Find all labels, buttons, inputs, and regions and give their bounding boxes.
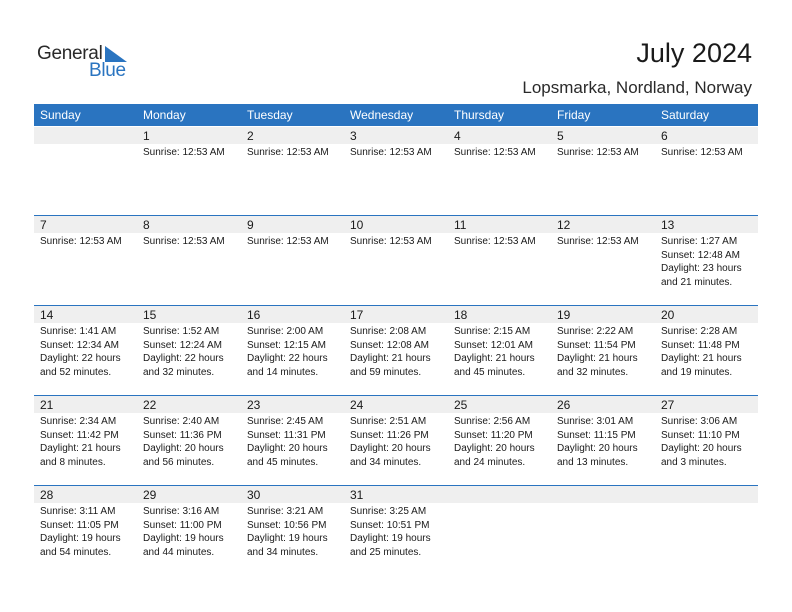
day-sun-info bbox=[350, 325, 431, 379]
sun-info-line: Sunrise: 3:25 AM bbox=[350, 506, 427, 517]
day-cell bbox=[34, 305, 137, 395]
day-cell bbox=[241, 485, 344, 575]
day-number: 5 bbox=[557, 129, 564, 143]
day-sun-info bbox=[247, 415, 328, 469]
weekday-thursday: Thursday bbox=[454, 108, 505, 122]
day-cell bbox=[344, 395, 447, 485]
sun-info-line: Daylight: 21 hours bbox=[557, 353, 638, 364]
weekday-friday: Friday bbox=[557, 108, 591, 122]
sun-info-line: Sunrise: 3:01 AM bbox=[557, 416, 634, 427]
sun-info-line: Sunset: 11:00 PM bbox=[143, 519, 222, 531]
day-number: 8 bbox=[143, 218, 150, 232]
day-sun-info bbox=[350, 146, 432, 160]
weekday-wednesday: Wednesday bbox=[350, 108, 414, 122]
sun-info-line: Sunrise: 12:53 AM bbox=[247, 236, 329, 247]
sun-info-line: Sunset: 11:26 PM bbox=[350, 429, 429, 441]
sun-info-line: Sunrise: 3:16 AM bbox=[143, 506, 220, 517]
day-cell bbox=[137, 395, 240, 485]
day-sun-info bbox=[247, 146, 329, 160]
sun-info-line: Daylight: 20 hours bbox=[557, 443, 638, 454]
sun-info-line: Sunset: 11:20 PM bbox=[454, 429, 533, 441]
day-number: 29 bbox=[143, 488, 157, 502]
sun-info-line: Sunrise: 12:53 AM bbox=[143, 236, 225, 247]
sun-info-line: Daylight: 21 hours bbox=[40, 443, 121, 454]
sun-info-line: and 21 minutes. bbox=[661, 276, 733, 288]
day-cell bbox=[655, 126, 758, 216]
brand-logo bbox=[37, 43, 137, 83]
sun-info-line: and 44 minutes. bbox=[143, 546, 215, 558]
day-cell bbox=[137, 215, 240, 305]
sun-info-line: Daylight: 22 hours bbox=[247, 353, 328, 364]
brand-word-blue: Blue bbox=[89, 60, 126, 81]
sun-info-line: and 19 minutes. bbox=[661, 366, 733, 378]
day-number: 31 bbox=[350, 488, 364, 502]
sun-info-line: and 32 minutes. bbox=[557, 366, 629, 378]
day-number: 2 bbox=[247, 129, 254, 143]
day-number: 15 bbox=[143, 308, 157, 322]
page-title: July 2024 bbox=[636, 38, 752, 68]
day-number: 7 bbox=[40, 218, 47, 232]
sun-info-line: Sunset: 12:01 AM bbox=[454, 339, 533, 351]
day-number: 4 bbox=[454, 129, 461, 143]
day-number: 6 bbox=[661, 129, 668, 143]
sun-info-line: Sunrise: 12:53 AM bbox=[247, 147, 329, 158]
day-number: 28 bbox=[40, 488, 54, 502]
day-sun-info bbox=[350, 415, 431, 469]
sun-info-line: and 59 minutes. bbox=[350, 366, 422, 378]
day-number: 26 bbox=[557, 398, 571, 412]
calendar-week bbox=[34, 485, 758, 575]
day-number: 14 bbox=[40, 308, 54, 322]
day-number: 27 bbox=[661, 398, 675, 412]
day-cell bbox=[34, 485, 137, 575]
day-sun-info bbox=[40, 325, 121, 379]
day-cell bbox=[448, 305, 551, 395]
sun-info-line: Daylight: 22 hours bbox=[40, 353, 121, 364]
day-sun-info bbox=[143, 415, 224, 469]
sun-info-line: Sunset: 11:54 PM bbox=[557, 339, 636, 351]
day-cell bbox=[655, 305, 758, 395]
sun-info-line: Sunset: 12:08 AM bbox=[350, 339, 429, 351]
weekday-saturday: Saturday bbox=[661, 108, 710, 122]
day-number: 1 bbox=[143, 129, 150, 143]
day-sun-info bbox=[40, 415, 121, 469]
day-cell bbox=[551, 395, 654, 485]
weekday-header-row bbox=[34, 104, 758, 126]
day-number: 9 bbox=[247, 218, 254, 232]
day-cell bbox=[137, 305, 240, 395]
day-number: 17 bbox=[350, 308, 364, 322]
day-cell bbox=[344, 126, 447, 216]
day-number: 13 bbox=[661, 218, 675, 232]
sun-info-line: Sunrise: 2:40 AM bbox=[143, 416, 220, 427]
day-cell bbox=[551, 126, 654, 216]
day-cell bbox=[34, 395, 137, 485]
sun-info-line: Sunset: 12:34 AM bbox=[40, 339, 119, 351]
sun-info-line: Sunrise: 12:53 AM bbox=[454, 236, 536, 247]
day-number: 3 bbox=[350, 129, 357, 143]
day-cell bbox=[241, 126, 344, 216]
sun-info-line: Sunrise: 3:06 AM bbox=[661, 416, 738, 427]
sun-info-line: Sunset: 12:48 AM bbox=[661, 249, 740, 261]
sun-info-line: Sunrise: 3:21 AM bbox=[247, 506, 324, 517]
sun-info-line: Sunset: 11:48 PM bbox=[661, 339, 740, 351]
sun-info-line: Sunset: 12:24 AM bbox=[143, 339, 222, 351]
sun-info-line: and 13 minutes. bbox=[557, 456, 629, 468]
sun-info-line: Sunrise: 2:28 AM bbox=[661, 326, 738, 337]
location-subtitle: Lopsmarka, Nordland, Norway bbox=[522, 78, 752, 97]
sun-info-line: Sunrise: 2:00 AM bbox=[247, 326, 324, 337]
sun-info-line: Sunrise: 12:53 AM bbox=[454, 147, 536, 158]
sun-info-line: Sunset: 12:15 AM bbox=[247, 339, 326, 351]
sun-info-line: and 24 minutes. bbox=[454, 456, 526, 468]
day-cell bbox=[241, 305, 344, 395]
sun-info-line: Sunrise: 2:51 AM bbox=[350, 416, 427, 427]
sun-info-line: and 34 minutes. bbox=[247, 546, 319, 558]
day-cell bbox=[448, 215, 551, 305]
day-number: 22 bbox=[143, 398, 157, 412]
sun-info-line: Sunrise: 12:53 AM bbox=[40, 236, 122, 247]
sun-info-line: Sunrise: 12:53 AM bbox=[661, 147, 743, 158]
sun-info-line: Sunrise: 12:53 AM bbox=[557, 147, 639, 158]
day-number: 18 bbox=[454, 308, 468, 322]
day-cell bbox=[344, 215, 447, 305]
day-cell bbox=[655, 215, 758, 305]
weekday-sunday: Sunday bbox=[40, 108, 81, 122]
sun-info-line: Daylight: 20 hours bbox=[454, 443, 535, 454]
day-sun-info bbox=[247, 505, 328, 559]
day-cell bbox=[551, 305, 654, 395]
day-sun-info bbox=[40, 235, 122, 249]
sun-info-line: and 8 minutes. bbox=[40, 456, 106, 468]
sun-info-line: and 14 minutes. bbox=[247, 366, 319, 378]
sun-info-line: Sunrise: 1:41 AM bbox=[40, 326, 117, 337]
day-sun-info bbox=[40, 505, 121, 559]
sun-info-line: and 45 minutes. bbox=[247, 456, 319, 468]
sun-info-line: Sunrise: 12:53 AM bbox=[350, 147, 432, 158]
sun-info-line: and 52 minutes. bbox=[40, 366, 112, 378]
day-cell bbox=[448, 126, 551, 216]
weekday-monday: Monday bbox=[143, 108, 186, 122]
sun-info-line: Sunrise: 2:22 AM bbox=[557, 326, 634, 337]
day-cell bbox=[448, 395, 551, 485]
calendar-week bbox=[34, 126, 758, 216]
sun-info-line: Sunrise: 12:53 AM bbox=[350, 236, 432, 247]
sun-info-line: Sunset: 11:36 PM bbox=[143, 429, 222, 441]
sun-info-line: Daylight: 22 hours bbox=[143, 353, 224, 364]
day-sun-info bbox=[454, 146, 536, 160]
day-sun-info bbox=[557, 415, 638, 469]
day-sun-info bbox=[143, 235, 225, 249]
day-sun-info bbox=[247, 325, 328, 379]
day-number: 30 bbox=[247, 488, 261, 502]
sun-info-line: Daylight: 19 hours bbox=[143, 533, 224, 544]
sun-info-line: Daylight: 23 hours bbox=[661, 263, 742, 274]
day-cell bbox=[551, 215, 654, 305]
sun-info-line: and 25 minutes. bbox=[350, 546, 422, 558]
sun-info-line: Daylight: 21 hours bbox=[350, 353, 431, 364]
sun-info-line: Sunrise: 2:34 AM bbox=[40, 416, 117, 427]
sun-info-line: and 54 minutes. bbox=[40, 546, 112, 558]
sun-info-line: Sunrise: 2:45 AM bbox=[247, 416, 324, 427]
sun-info-line: Sunrise: 3:11 AM bbox=[40, 506, 116, 517]
sun-info-line: Sunset: 11:42 PM bbox=[40, 429, 119, 441]
day-sun-info bbox=[454, 415, 535, 469]
weekday-tuesday: Tuesday bbox=[247, 108, 293, 122]
sun-info-line: Sunrise: 1:52 AM bbox=[143, 326, 220, 337]
day-sun-info bbox=[454, 325, 535, 379]
day-sun-info bbox=[143, 325, 224, 379]
day-sun-info bbox=[143, 146, 225, 160]
day-number: 12 bbox=[557, 218, 571, 232]
sun-info-line: Daylight: 19 hours bbox=[350, 533, 431, 544]
sun-info-line: Sunrise: 2:56 AM bbox=[454, 416, 531, 427]
day-sun-info bbox=[557, 325, 638, 379]
sun-info-line: Sunrise: 12:53 AM bbox=[143, 147, 225, 158]
sun-info-line: Daylight: 21 hours bbox=[661, 353, 742, 364]
sun-info-line: Daylight: 20 hours bbox=[247, 443, 328, 454]
day-number: 20 bbox=[661, 308, 675, 322]
sun-info-line: Daylight: 20 hours bbox=[350, 443, 431, 454]
day-number: 19 bbox=[557, 308, 571, 322]
sun-info-line: and 34 minutes. bbox=[350, 456, 422, 468]
calendar-week bbox=[34, 395, 758, 485]
sun-info-line: Daylight: 20 hours bbox=[661, 443, 742, 454]
sun-info-line: Sunrise: 2:08 AM bbox=[350, 326, 427, 337]
calendar-week bbox=[34, 305, 758, 395]
calendar-week bbox=[34, 215, 758, 305]
sun-info-line: and 45 minutes. bbox=[454, 366, 526, 378]
day-cell bbox=[34, 215, 137, 305]
day-cell bbox=[344, 485, 447, 575]
day-number: 23 bbox=[247, 398, 261, 412]
sun-info-line: Daylight: 21 hours bbox=[454, 353, 535, 364]
day-cell bbox=[655, 395, 758, 485]
sun-info-line: and 32 minutes. bbox=[143, 366, 215, 378]
day-sun-info bbox=[661, 415, 742, 469]
day-cell bbox=[344, 305, 447, 395]
sun-info-line: and 3 minutes. bbox=[661, 456, 727, 468]
day-sun-info bbox=[350, 235, 432, 249]
sun-info-line: Sunset: 10:56 PM bbox=[247, 519, 327, 531]
sun-info-line: Sunset: 11:10 PM bbox=[661, 429, 740, 441]
day-sun-info bbox=[557, 235, 639, 249]
sun-info-line: Daylight: 19 hours bbox=[247, 533, 328, 544]
day-cell bbox=[137, 485, 240, 575]
day-number: 25 bbox=[454, 398, 468, 412]
day-sun-info bbox=[557, 146, 639, 160]
sun-info-line: Daylight: 20 hours bbox=[143, 443, 224, 454]
day-sun-info bbox=[247, 235, 329, 249]
day-sun-info bbox=[661, 325, 742, 379]
sun-info-line: Sunset: 11:15 PM bbox=[557, 429, 636, 441]
sun-info-line: Sunset: 11:31 PM bbox=[247, 429, 326, 441]
day-sun-info bbox=[454, 235, 536, 249]
sun-info-line: Sunrise: 1:27 AM bbox=[661, 236, 738, 247]
sun-info-line: Sunrise: 2:15 AM bbox=[454, 326, 531, 337]
day-number: 10 bbox=[350, 218, 364, 232]
brand-word-general: General bbox=[37, 43, 103, 64]
day-sun-info bbox=[350, 505, 431, 559]
day-number: 11 bbox=[454, 218, 467, 232]
sun-info-line: and 56 minutes. bbox=[143, 456, 215, 468]
day-number: 16 bbox=[247, 308, 261, 322]
sun-info-line: Sunset: 10:51 PM bbox=[350, 519, 430, 531]
day-sun-info bbox=[661, 235, 742, 289]
sun-info-line: Daylight: 19 hours bbox=[40, 533, 121, 544]
day-number: 21 bbox=[40, 398, 54, 412]
day-cell bbox=[137, 126, 240, 216]
sun-info-line: Sunrise: 12:53 AM bbox=[557, 236, 639, 247]
day-cell bbox=[241, 215, 344, 305]
sun-info-line: Sunset: 11:05 PM bbox=[40, 519, 119, 531]
day-sun-info bbox=[143, 505, 224, 559]
day-sun-info bbox=[661, 146, 743, 160]
day-number: 24 bbox=[350, 398, 364, 412]
day-cell bbox=[241, 395, 344, 485]
